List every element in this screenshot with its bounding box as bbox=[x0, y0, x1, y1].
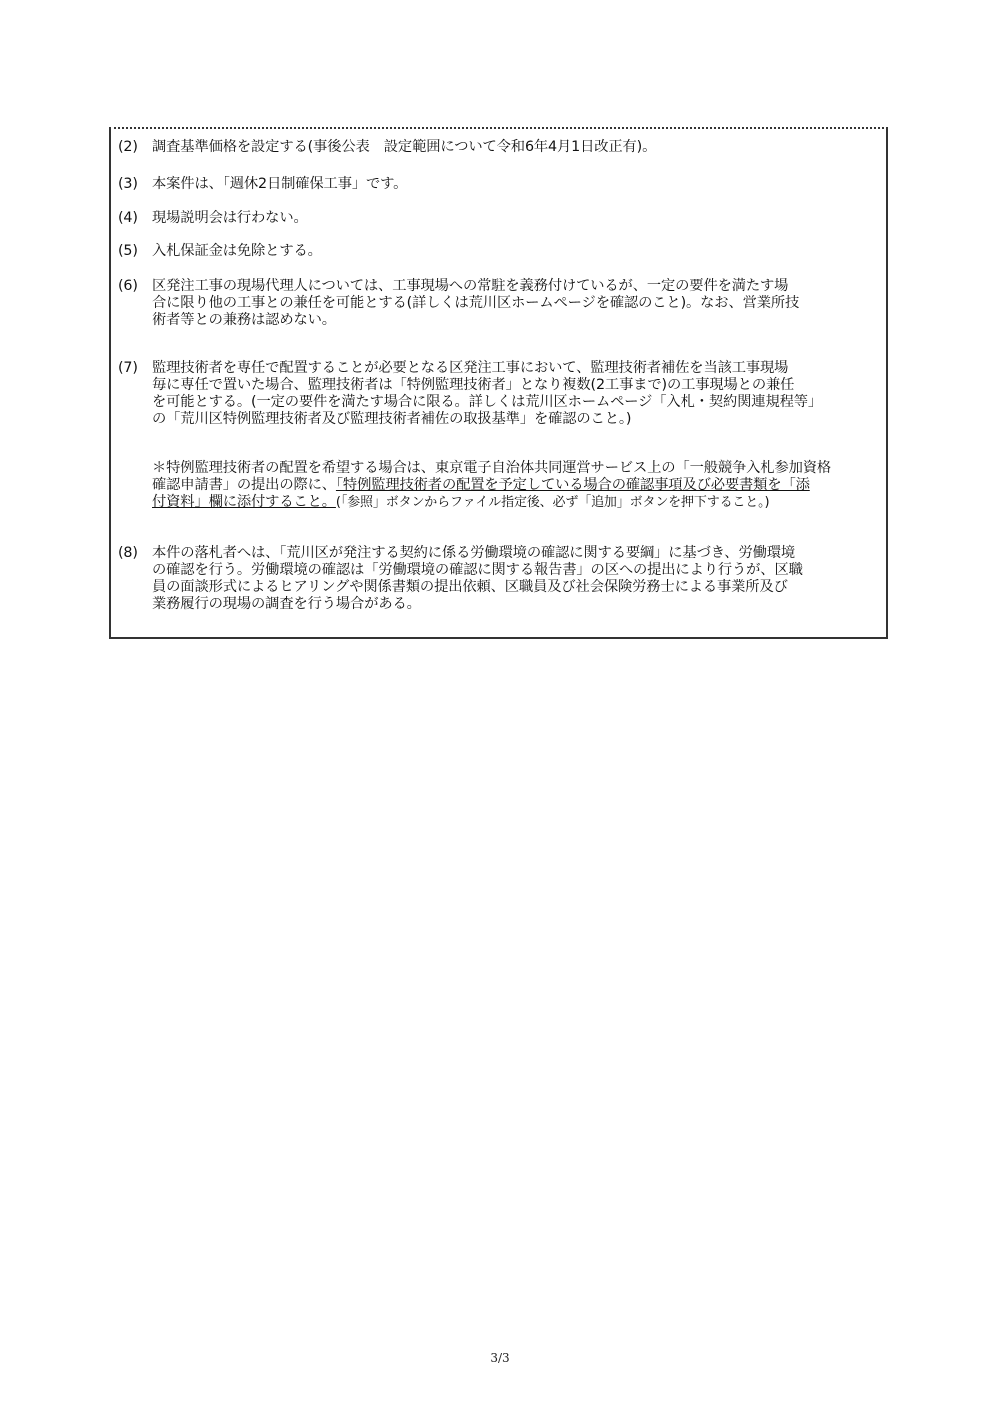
item-number: (4) bbox=[118, 210, 138, 226]
item-text: 調査基準価格を設定する(事後公表 設定範囲について令和6年4月1日改正有)。 bbox=[152, 139, 657, 155]
special-note bbox=[152, 460, 886, 511]
item-number: (3) bbox=[118, 176, 138, 192]
item-text: 本案件は、「週休2日制確保工事」です。 bbox=[152, 176, 408, 192]
item-6 bbox=[118, 278, 886, 329]
item-number: (2) bbox=[118, 139, 138, 155]
item-7 bbox=[118, 360, 886, 428]
item-number: (8) bbox=[118, 545, 138, 561]
item-text-line: 監理技術者を専任で配置することが必要となる区発注工事において、監理技術者補佐を当該工事現場 bbox=[152, 360, 789, 376]
item-text-line: 合に限り他の工事との兼任を可能とする(詳しくは荒川区ホームページを確認のこと)。なお、営業所技 bbox=[152, 295, 800, 311]
item-text-line: 業務履行の現場の調査を行う場合がある。 bbox=[152, 596, 421, 612]
item-4 bbox=[118, 210, 886, 227]
note-text: 確認申請書」の提出の際に、 bbox=[152, 477, 336, 493]
item-text-line: を可能とする。(一定の要件を満たす場合に限る。詳しくは荒川区ホームページ「入札・契約関連規程等」 bbox=[152, 394, 823, 410]
item-3 bbox=[118, 176, 886, 193]
item-number: (5) bbox=[118, 243, 138, 259]
item-text: 入札保証金は免除とする。 bbox=[152, 243, 322, 259]
note-line bbox=[152, 494, 886, 511]
note-line bbox=[152, 477, 886, 494]
item-text-line: 区発注工事の現場代理人については、工事現場への常駐を義務付けているが、一定の要件を満たす場 bbox=[152, 278, 789, 294]
item-8 bbox=[118, 545, 886, 613]
item-text-line: の「荒川区特例監理技術者及び監理技術者補佐の取扱基準」を確認のこと。) bbox=[152, 411, 632, 427]
item-5 bbox=[118, 243, 886, 260]
note-line: ＊特例監理技術者の配置を希望する場合は、東京電子自治体共同運営サービス上の「一般競争入札参加資格 bbox=[152, 460, 832, 476]
page-number: 3/3 bbox=[490, 1351, 510, 1365]
item-text-line: 本件の落札者へは、「荒川区が発注する契約に係る労働環境の確認に関する要綱」に基づき、労働環境 bbox=[152, 545, 796, 561]
item-number: (6) bbox=[118, 278, 138, 294]
item-text-line: 術者等との兼務は認めない。 bbox=[152, 312, 336, 328]
item-text: 現場説明会は行わない。 bbox=[152, 210, 308, 226]
item-2 bbox=[118, 139, 886, 156]
item-text-line: 員の面談形式によるヒアリングや関係書類の提出依頼、区職員及び社会保険労務士による事業所及び bbox=[152, 579, 788, 595]
item-number: (7) bbox=[118, 360, 138, 376]
note-underlined-text: 付資料」欄に添付すること。 bbox=[152, 494, 336, 510]
item-text-line: 毎に専任で置いた場合、監理技術者は「特例監理技術者」となり複数(2工事まで)の工事現場との兼任 bbox=[152, 377, 795, 393]
note-underlined-text: 「特例監理技術者の配置を予定している場合の確認事項及び必要書類を「添 bbox=[335, 477, 810, 493]
note-small-text: (「参照」ボタンからファイル指定後、必ず「追加」ボタンを押下すること。) bbox=[335, 495, 770, 510]
item-text-line: の確認を行う。労働環境の確認は「労働環境の確認に関する報告書」の区への提出により行うが、区職 bbox=[152, 562, 803, 578]
